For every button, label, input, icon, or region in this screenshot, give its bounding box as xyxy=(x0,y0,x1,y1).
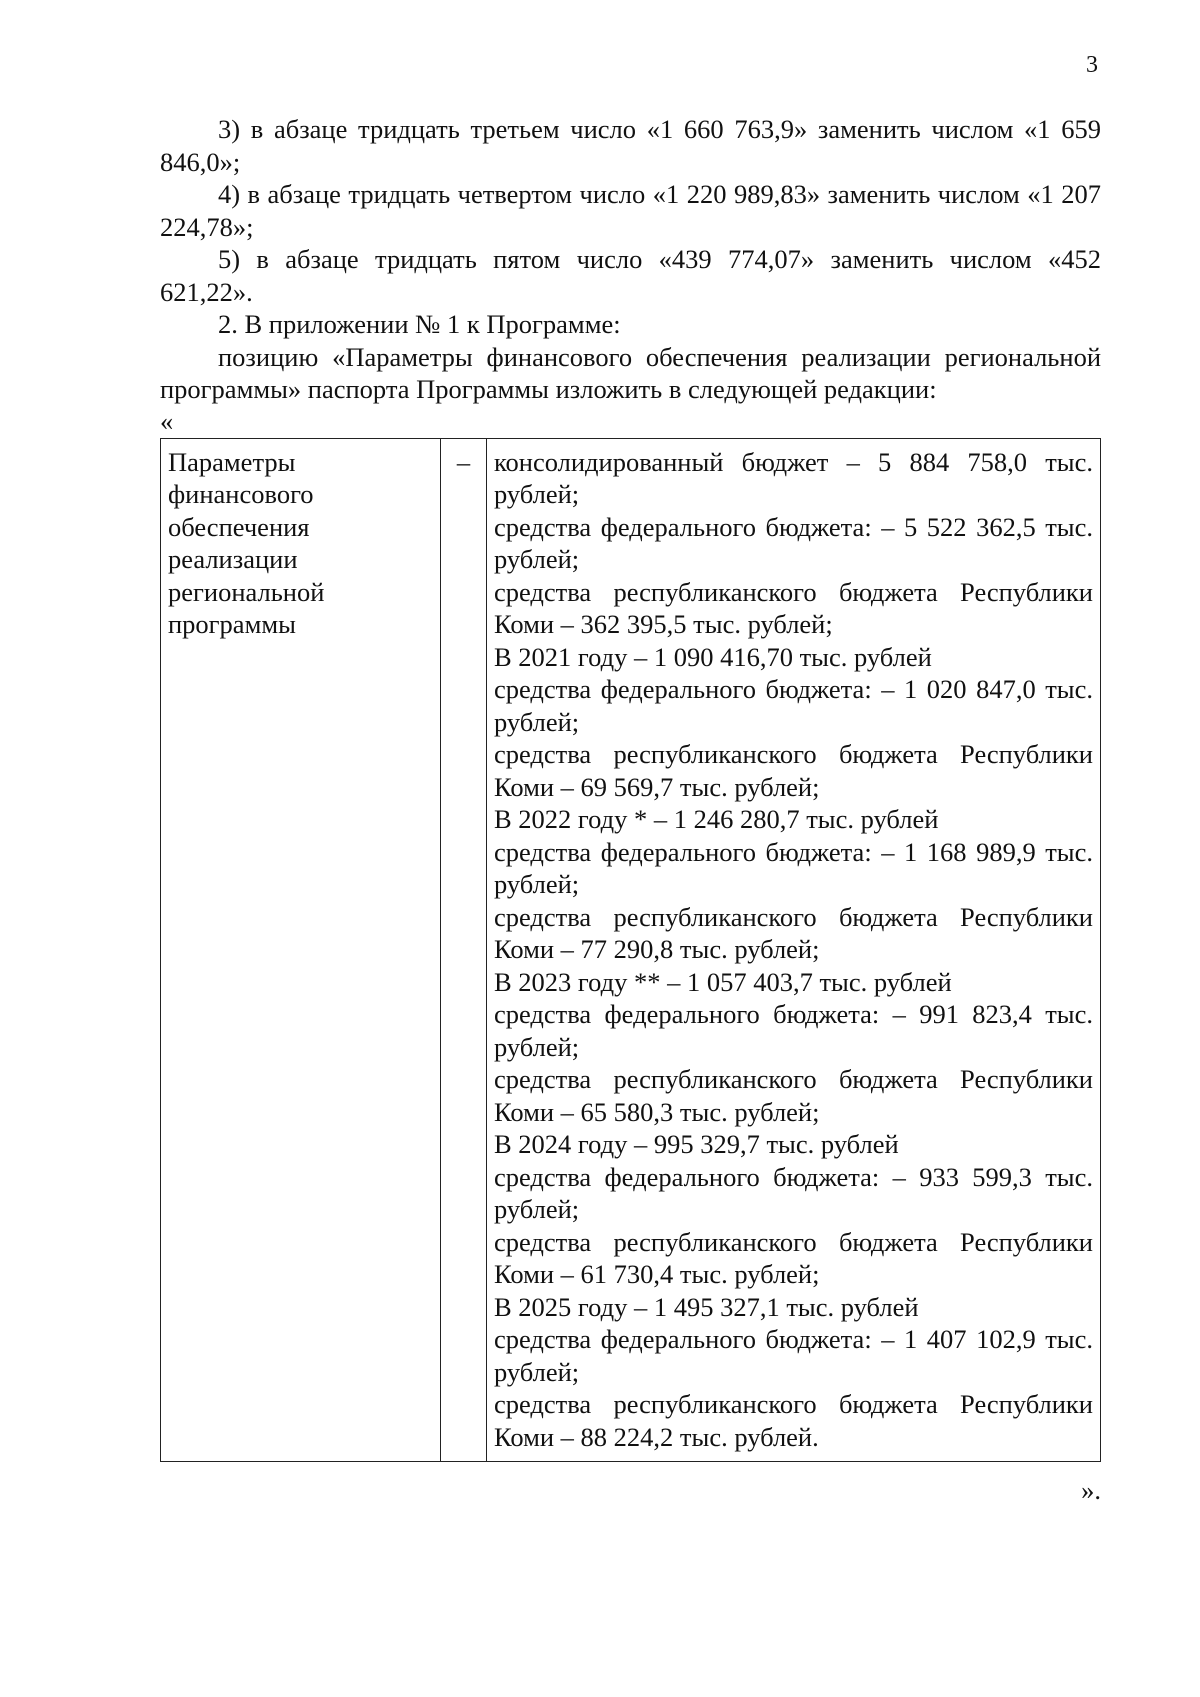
financing-line: средства федерального бюджета: – 991 823,4 тыс. рублей; xyxy=(494,999,1093,1062)
financing-line: средства республиканского бюджета Республики Коми – 77 290,8 тыс. рублей; xyxy=(494,901,1093,964)
financing-line: средства федерального бюджета: – 933 599,3 тыс. рублей; xyxy=(494,1161,1093,1224)
closing-quote: ». xyxy=(1081,1475,1101,1505)
financing-line: В 2023 году ** – 1 057 403,7 тыс. рублей xyxy=(494,966,952,997)
financing-values-cell xyxy=(487,438,1101,1462)
financing-line: средства республиканского бюджета Республики Коми – 61 730,4 тыс. рублей; xyxy=(494,1226,1093,1289)
financing-line: консолидированный бюджет – 5 884 758,0 тыс. рублей; xyxy=(494,446,1093,509)
financing-line: средства республиканского бюджета Республики Коми – 88 224,2 тыс. рублей. xyxy=(494,1389,1093,1452)
amendment-paragraph-4: 4) в абзаце тридцать четвертом число «1 220 989,83» заменить числом «1 207 224,78»; xyxy=(160,179,1101,242)
financing-line: В 2025 году – 1 495 327,1 тыс. рублей xyxy=(494,1291,919,1322)
financing-line: средства федерального бюджета: – 5 522 362,5 тыс. рублей; xyxy=(494,511,1093,574)
document-body xyxy=(160,113,1101,1507)
financing-line: В 2021 году – 1 090 416,70 тыс. рублей xyxy=(494,641,932,672)
financing-line: средства республиканского бюджета Республики Коми – 362 395,5 тыс. рублей; xyxy=(494,576,1093,639)
financing-line: В 2024 году – 995 329,7 тыс. рублей xyxy=(494,1129,899,1159)
table-row xyxy=(161,438,1101,1462)
amendment-paragraph-5: 5) в абзаце тридцать пятом число «439 774,07» заменить числом «452 621,22». xyxy=(160,244,1101,307)
section-2-heading: 2. В приложении № 1 к Программе: xyxy=(218,309,621,339)
parameter-label-cell: Параметры финансового обеспечения реализации региональной программы xyxy=(161,438,441,1462)
page-number: 3 xyxy=(1086,52,1098,78)
amendment-paragraph-3: 3) в абзаце тридцать третьем число «1 660 763,9» заменить числом «1 659 846,0»; xyxy=(160,114,1101,177)
financing-line: В 2022 году * – 1 246 280,7 тыс. рублей xyxy=(494,804,939,834)
financing-parameters-table xyxy=(160,438,1101,1463)
position-intro-paragraph: позицию «Параметры финансового обеспечения реализации региональной программы» паспорта Программы изложить в следующей редакции: xyxy=(160,341,1101,404)
dash-separator-cell: – xyxy=(441,438,487,1462)
financing-line: средства республиканского бюджета Республики Коми – 69 569,7 тыс. рублей; xyxy=(494,739,1093,802)
financing-line: средства федерального бюджета: – 1 407 102,9 тыс. рублей; xyxy=(494,1324,1093,1387)
financing-line: средства федерального бюджета: – 1 168 989,9 тыс. рублей; xyxy=(494,836,1093,899)
financing-line: средства федерального бюджета: – 1 020 847,0 тыс. рублей; xyxy=(494,674,1093,737)
financing-line: средства республиканского бюджета Республики Коми – 65 580,3 тыс. рублей; xyxy=(494,1064,1093,1127)
opening-quote: « xyxy=(160,405,174,436)
